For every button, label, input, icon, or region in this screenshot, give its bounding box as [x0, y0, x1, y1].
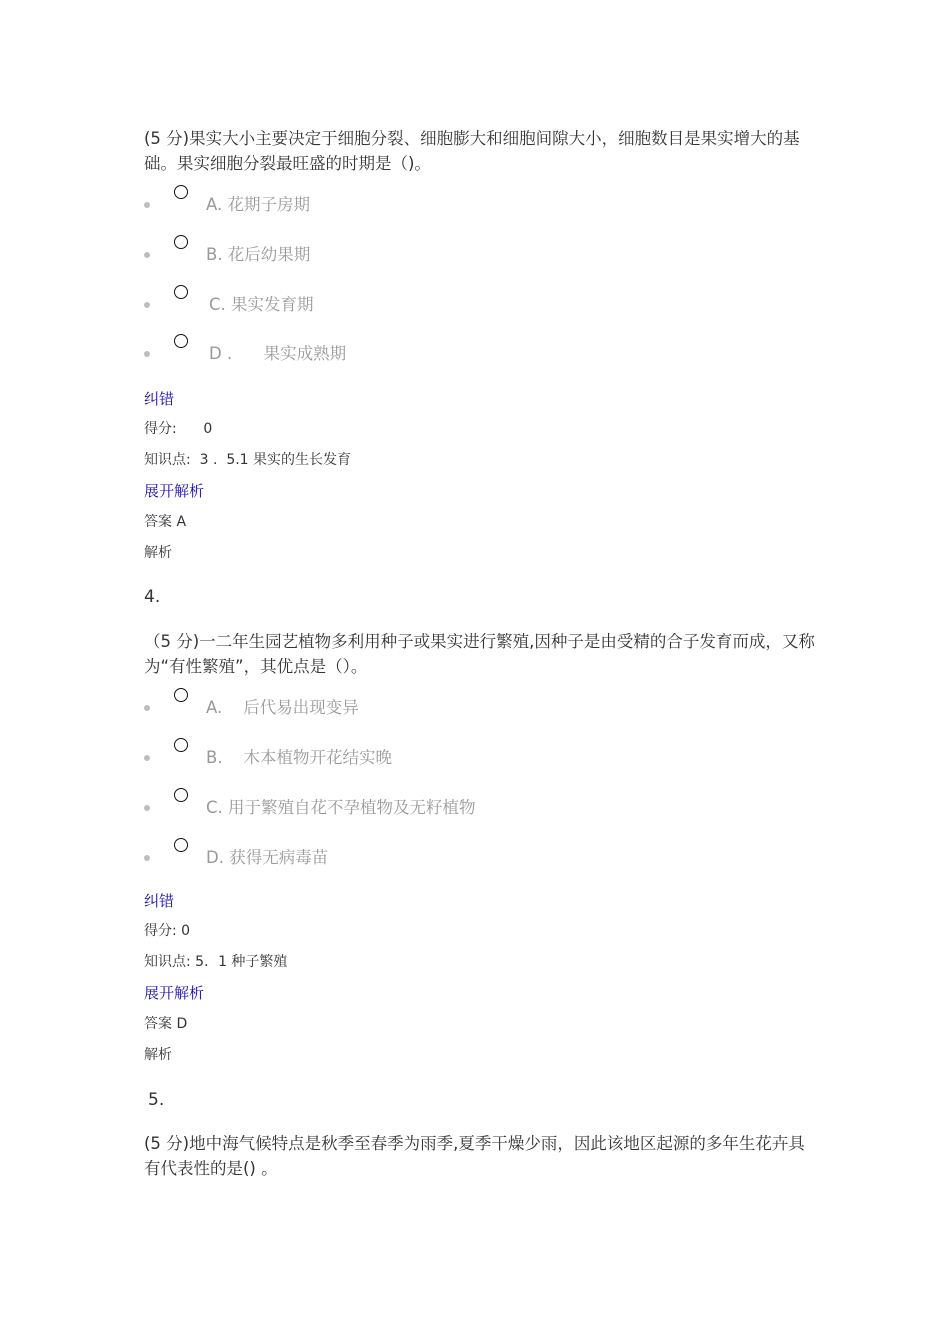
question-4-stem: （5 分)一二年生园艺植物多利用种子或果实进行繁殖,因种子是由受精的合子发育而成，又称为“有性繁殖”，其优点是（）。	[144, 632, 815, 676]
bullet	[144, 855, 150, 861]
radio-button[interactable]	[174, 788, 188, 802]
bullet	[144, 252, 150, 258]
knowledge-point: 知识点: 3 . 5.1 果实的生长发育	[144, 452, 352, 468]
knowledge-point: 知识点: 5．1 种子繁殖	[144, 954, 288, 970]
radio-button[interactable]	[174, 738, 188, 752]
answer-text: 答案 A	[144, 514, 187, 530]
bullet	[144, 351, 150, 357]
expand-analysis-link[interactable]: 展开解析	[144, 984, 205, 1002]
option-label: C. 果实发育期	[209, 295, 314, 314]
option-label: A. 花期子房期	[206, 195, 310, 214]
option-label: A. 后代易出现变异	[206, 698, 359, 717]
bullet	[144, 805, 150, 811]
bullet	[144, 202, 150, 208]
question-5-stem: (5 分)地中海气候特点是秋季至春季为雨季,夏季干燥少雨，因此该地区起源的多年生花卉具有代表性的是() 。	[144, 1134, 805, 1178]
bullet	[144, 705, 150, 711]
option-label: D. 获得无病毒苗	[206, 848, 329, 867]
radio-button[interactable]	[174, 688, 188, 702]
option-label: C. 用于繁殖自花不孕植物及无籽植物	[206, 798, 476, 817]
question-3-stem: (5 分)果实大小主要决定于细胞分裂、细胞膨大和细胞间隙大小，细胞数目是果实增大的基础。果实细胞分裂最旺盛的时期是（)。	[144, 129, 800, 173]
answer-text: 答案 D	[144, 1016, 188, 1032]
radio-button[interactable]	[174, 185, 188, 199]
question-number: 4.	[144, 587, 161, 607]
option-label: B. 木本植物开花结实晚	[206, 748, 393, 767]
bullet	[144, 755, 150, 761]
question-number: 5.	[148, 1090, 165, 1110]
radio-button[interactable]	[174, 285, 188, 299]
bullet	[144, 302, 150, 308]
score-text: 得分: 0	[144, 923, 191, 939]
analysis-label: 解析	[144, 1047, 172, 1063]
radio-button[interactable]	[174, 838, 188, 852]
report-error-link[interactable]: 纠错	[144, 390, 175, 408]
analysis-label: 解析	[144, 545, 172, 561]
option-label: B. 花后幼果期	[206, 245, 311, 264]
report-error-link[interactable]: 纠错	[144, 892, 175, 910]
radio-button[interactable]	[174, 334, 188, 348]
option-label: D . 果实成熟期	[209, 344, 347, 363]
score-text: 得分: 0	[144, 421, 213, 437]
radio-button[interactable]	[174, 235, 188, 249]
expand-analysis-link[interactable]: 展开解析	[144, 482, 205, 500]
